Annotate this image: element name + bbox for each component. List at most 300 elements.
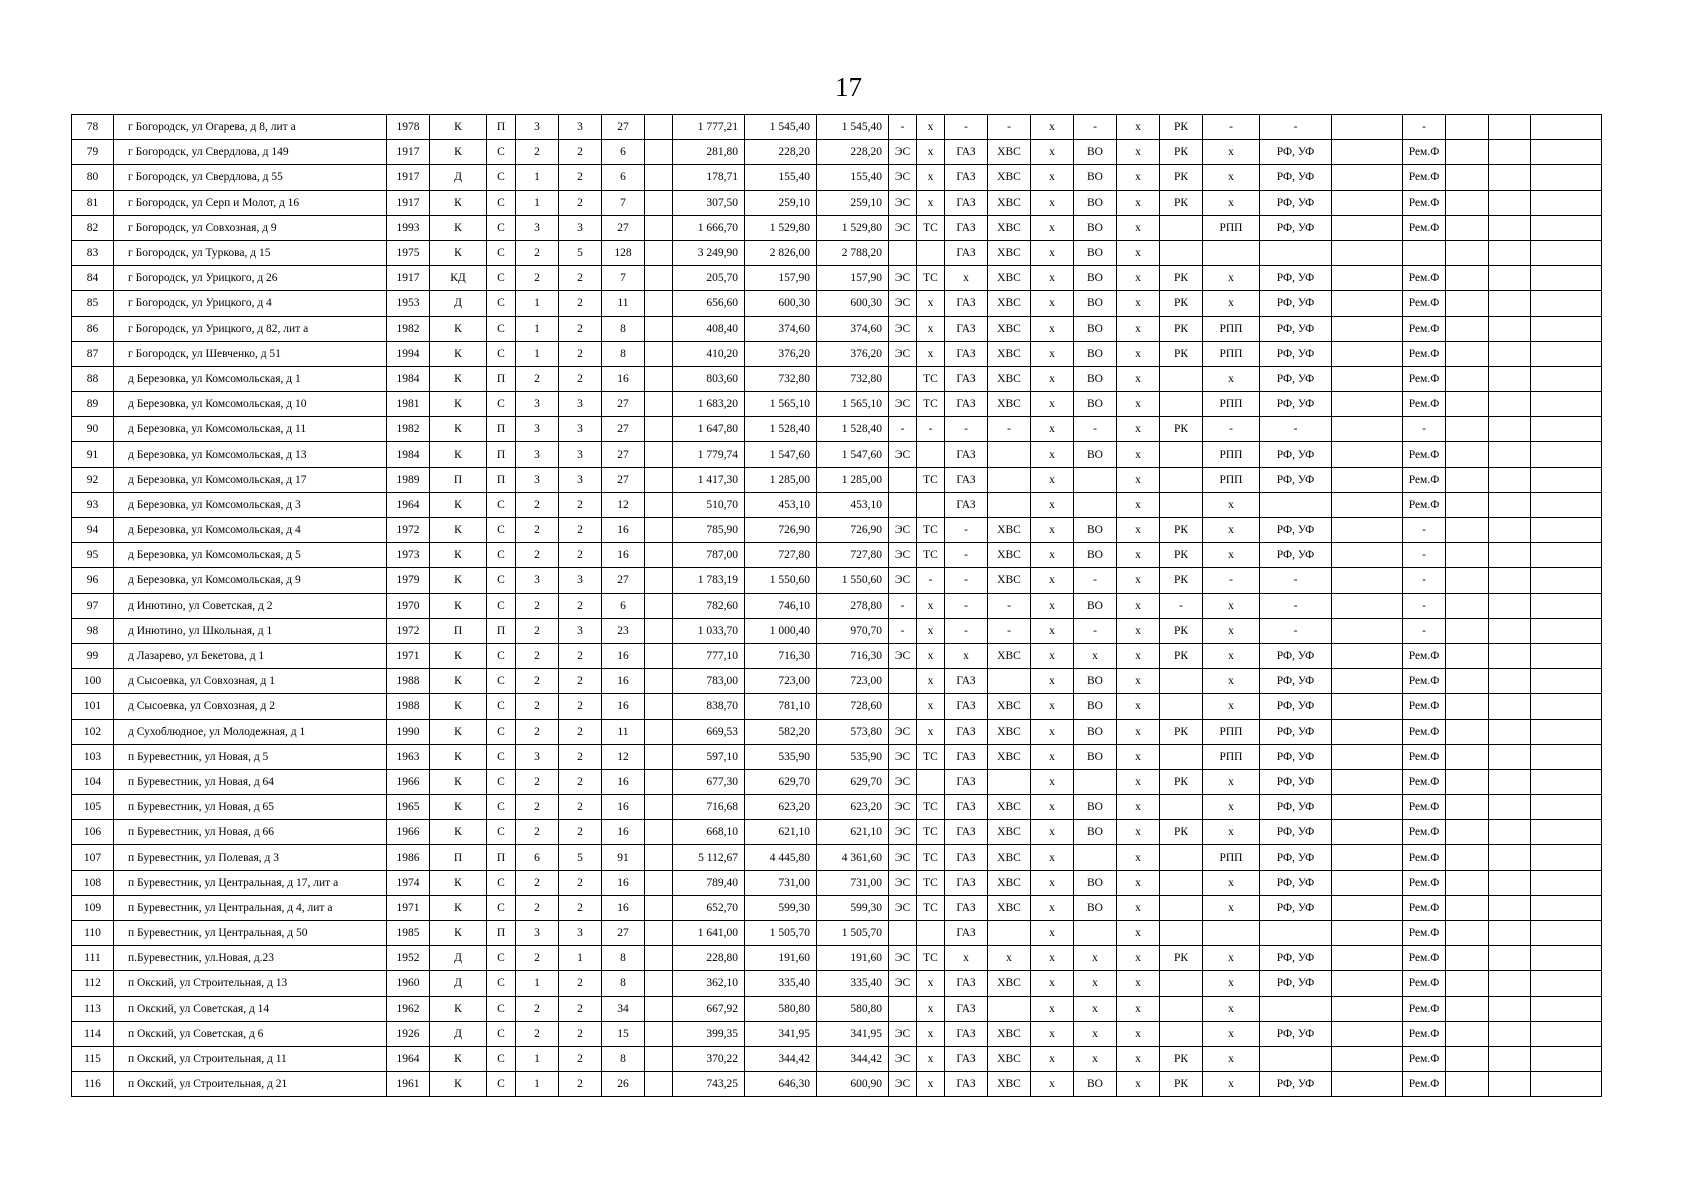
table-cell: С <box>487 568 516 593</box>
table-cell: К <box>430 140 487 165</box>
table-cell: ХВС <box>988 392 1031 417</box>
table-cell: К <box>430 568 487 593</box>
table-cell <box>1489 1072 1531 1097</box>
table-cell: 278,80 <box>817 593 889 618</box>
table-cell <box>1489 1046 1531 1071</box>
table-cell: х <box>1203 870 1260 895</box>
address-cell: г Богородск, ул Серп и Молот, д 16 <box>114 190 387 215</box>
row-number-cell: 96 <box>72 568 114 593</box>
table-cell: х <box>1074 946 1117 971</box>
table-cell: РФ, УФ <box>1260 719 1332 744</box>
table-cell <box>1489 669 1531 694</box>
table-cell <box>1160 744 1203 769</box>
table-cell: 228,20 <box>817 140 889 165</box>
table-cell: РФ, УФ <box>1260 366 1332 391</box>
table-row <box>72 266 1602 291</box>
row-number-cell: 109 <box>72 895 114 920</box>
table-cell: С <box>487 694 516 719</box>
table-cell: П <box>487 366 516 391</box>
table-cell: РПП <box>1203 845 1260 870</box>
table-cell: РФ, УФ <box>1260 467 1332 492</box>
table-cell <box>645 392 673 417</box>
address-cell: п Буревестник, ул Новая, д 66 <box>114 820 387 845</box>
table-cell <box>889 240 917 265</box>
table-cell <box>1446 366 1489 391</box>
table-cell: ГАЗ <box>945 895 988 920</box>
table-cell: х <box>1117 316 1160 341</box>
table-cell: х <box>1203 1072 1260 1097</box>
table-cell: РК <box>1160 543 1203 568</box>
table-cell: - <box>945 417 988 442</box>
table-cell <box>1531 618 1602 643</box>
table-cell: ТС <box>917 795 945 820</box>
table-cell: Рем.Ф <box>1403 694 1446 719</box>
table-cell: Д <box>430 1021 487 1046</box>
table-cell <box>1531 417 1602 442</box>
table-cell <box>645 165 673 190</box>
table-cell: 677,30 <box>673 769 745 794</box>
row-number-cell: 90 <box>72 417 114 442</box>
table-cell: - <box>1260 568 1332 593</box>
table-cell <box>1332 643 1403 668</box>
table-cell: х <box>1031 669 1074 694</box>
table-cell <box>1332 266 1403 291</box>
table-cell <box>645 366 673 391</box>
table-cell <box>1074 845 1117 870</box>
table-cell: 2 <box>516 1021 559 1046</box>
table-cell: 1 <box>516 1046 559 1071</box>
table-cell: ГАЗ <box>945 392 988 417</box>
table-cell <box>1332 719 1403 744</box>
table-cell <box>645 870 673 895</box>
table-cell: К <box>430 744 487 769</box>
table-row <box>72 895 1602 920</box>
table-cell: РФ, УФ <box>1260 291 1332 316</box>
table-cell: 2 <box>559 165 602 190</box>
address-cell: г Богородск, ул Шевченко, д 51 <box>114 341 387 366</box>
table-cell: 1 550,60 <box>745 568 817 593</box>
table-cell <box>645 795 673 820</box>
table-cell <box>1446 593 1489 618</box>
table-cell: 600,30 <box>817 291 889 316</box>
table-cell: х <box>1117 341 1160 366</box>
table-cell: х <box>1203 769 1260 794</box>
table-cell: х <box>1031 442 1074 467</box>
table-row <box>72 1046 1602 1071</box>
table-cell: 599,30 <box>745 895 817 920</box>
table-cell: х <box>1031 1021 1074 1046</box>
table-cell: х <box>1074 643 1117 668</box>
table-cell: - <box>1074 115 1117 140</box>
row-number-cell: 92 <box>72 467 114 492</box>
table-cell: РФ, УФ <box>1260 165 1332 190</box>
table-cell <box>1332 1072 1403 1097</box>
housing-register-table <box>71 114 1602 1097</box>
table-cell: РК <box>1160 341 1203 366</box>
address-cell: д Березовка, ул Комсомольская, д 5 <box>114 543 387 568</box>
table-cell <box>1446 820 1489 845</box>
table-cell: 362,10 <box>673 971 745 996</box>
table-cell <box>1160 996 1203 1021</box>
table-cell: ГАЗ <box>945 870 988 895</box>
table-cell: ВО <box>1074 895 1117 920</box>
table-cell: х <box>1117 1046 1160 1071</box>
table-cell: Рем.Ф <box>1403 366 1446 391</box>
table-cell <box>1332 921 1403 946</box>
table-cell: х <box>1117 946 1160 971</box>
table-cell: х <box>917 669 945 694</box>
table-cell: ТС <box>917 518 945 543</box>
table-cell: ЭС <box>889 971 917 996</box>
table-cell: С <box>487 1021 516 1046</box>
table-cell: ЭС <box>889 769 917 794</box>
table-cell: ХВС <box>988 190 1031 215</box>
table-cell: х <box>1117 921 1160 946</box>
table-cell <box>1489 971 1531 996</box>
table-cell: 1 033,70 <box>673 618 745 643</box>
table-cell: 1926 <box>387 1021 430 1046</box>
address-cell: д Сысоевка, ул Совхозная, д 2 <box>114 694 387 719</box>
table-cell: РПП <box>1203 744 1260 769</box>
table-cell <box>1446 341 1489 366</box>
table-cell <box>1446 669 1489 694</box>
address-cell: п Буревестник, ул Новая, д 5 <box>114 744 387 769</box>
table-cell: х <box>1203 795 1260 820</box>
table-cell: х <box>1117 719 1160 744</box>
table-cell: 191,60 <box>745 946 817 971</box>
table-cell: РК <box>1160 190 1203 215</box>
table-cell: 1972 <box>387 618 430 643</box>
table-cell: 746,10 <box>745 593 817 618</box>
table-cell: 2 <box>559 769 602 794</box>
table-cell: ТС <box>917 895 945 920</box>
table-cell <box>1489 492 1531 517</box>
table-cell <box>645 719 673 744</box>
table-cell: х <box>1031 140 1074 165</box>
table-cell: РК <box>1160 568 1203 593</box>
table-cell <box>1332 568 1403 593</box>
address-cell: д Березовка, ул Комсомольская, д 13 <box>114 442 387 467</box>
table-cell: - <box>988 618 1031 643</box>
table-cell: 16 <box>602 769 645 794</box>
row-number-cell: 95 <box>72 543 114 568</box>
table-cell: Рем.Ф <box>1403 820 1446 845</box>
table-cell: х <box>1031 1046 1074 1071</box>
table-cell: 374,60 <box>745 316 817 341</box>
table-cell: 157,90 <box>817 266 889 291</box>
table-cell: ЭС <box>889 215 917 240</box>
table-cell <box>1531 744 1602 769</box>
table-cell: ВО <box>1074 165 1117 190</box>
address-cell: п Буревестник, ул Центральная, д 17, лит а <box>114 870 387 895</box>
table-cell: ЭС <box>889 190 917 215</box>
table-cell: 1 683,20 <box>673 392 745 417</box>
address-cell: д Березовка, ул Комсомольская, д 11 <box>114 417 387 442</box>
table-cell: 410,20 <box>673 341 745 366</box>
table-row <box>72 543 1602 568</box>
table-cell <box>1531 492 1602 517</box>
table-cell: ВО <box>1074 820 1117 845</box>
table-cell: ГАЗ <box>945 845 988 870</box>
table-cell <box>1531 1021 1602 1046</box>
table-cell <box>1489 921 1531 946</box>
table-cell: 970,70 <box>817 618 889 643</box>
table-cell: С <box>487 870 516 895</box>
table-cell: 2 <box>559 1021 602 1046</box>
table-cell <box>1531 643 1602 668</box>
table-cell <box>1160 870 1203 895</box>
table-cell <box>645 442 673 467</box>
table-cell <box>1531 266 1602 291</box>
table-cell: К <box>430 795 487 820</box>
table-cell: П <box>487 467 516 492</box>
row-number-cell: 98 <box>72 618 114 643</box>
table-cell <box>645 1072 673 1097</box>
row-number-cell: 87 <box>72 341 114 366</box>
table-cell <box>1489 392 1531 417</box>
table-cell: 838,70 <box>673 694 745 719</box>
table-cell: х <box>1031 845 1074 870</box>
table-cell <box>1446 568 1489 593</box>
table-cell <box>1531 946 1602 971</box>
table-cell: - <box>945 618 988 643</box>
table-cell <box>645 895 673 920</box>
table-cell: 728,60 <box>817 694 889 719</box>
table-cell <box>1332 618 1403 643</box>
table-cell <box>1160 392 1203 417</box>
table-cell: ВО <box>1074 543 1117 568</box>
table-cell: х <box>1031 996 1074 1021</box>
table-cell <box>1531 140 1602 165</box>
table-row <box>72 769 1602 794</box>
table-cell: 5 <box>559 240 602 265</box>
table-cell: 2 <box>559 341 602 366</box>
table-cell <box>889 694 917 719</box>
table-cell: 652,70 <box>673 895 745 920</box>
table-cell: С <box>487 492 516 517</box>
table-cell <box>1446 417 1489 442</box>
table-cell: 1 547,60 <box>745 442 817 467</box>
table-cell: 3 <box>516 392 559 417</box>
table-cell: х <box>1031 568 1074 593</box>
table-cell <box>1489 643 1531 668</box>
table-cell: - <box>988 593 1031 618</box>
table-cell: РФ, УФ <box>1260 341 1332 366</box>
table-cell <box>917 492 945 517</box>
table-cell: 1961 <box>387 1072 430 1097</box>
table-cell: 2 <box>559 643 602 668</box>
table-cell: ВО <box>1074 669 1117 694</box>
table-cell <box>1074 921 1117 946</box>
table-cell: 723,00 <box>745 669 817 694</box>
table-cell: х <box>917 694 945 719</box>
table-cell: 12 <box>602 492 645 517</box>
table-cell: ХВС <box>988 568 1031 593</box>
table-cell: х <box>1074 996 1117 1021</box>
table-cell: 8 <box>602 946 645 971</box>
table-cell: 731,00 <box>745 870 817 895</box>
table-cell <box>1531 291 1602 316</box>
table-cell: ХВС <box>988 820 1031 845</box>
table-cell <box>988 769 1031 794</box>
table-cell <box>645 769 673 794</box>
table-cell: х <box>1117 870 1160 895</box>
table-cell: 2 <box>516 593 559 618</box>
table-cell: 597,10 <box>673 744 745 769</box>
row-number-cell: 110 <box>72 921 114 946</box>
table-cell: 580,80 <box>817 996 889 1021</box>
table-cell: 1971 <box>387 895 430 920</box>
table-cell: РК <box>1160 643 1203 668</box>
table-cell: х <box>1031 165 1074 190</box>
table-cell: - <box>945 543 988 568</box>
table-cell <box>1531 467 1602 492</box>
table-cell: ГАЗ <box>945 215 988 240</box>
table-cell <box>1332 946 1403 971</box>
table-cell: 782,60 <box>673 593 745 618</box>
table-cell: С <box>487 291 516 316</box>
table-cell: 1 779,74 <box>673 442 745 467</box>
table-cell: ЭС <box>889 266 917 291</box>
table-cell: 3 <box>516 115 559 140</box>
table-cell <box>1531 820 1602 845</box>
table-cell: К <box>430 417 487 442</box>
table-cell <box>1332 366 1403 391</box>
table-cell: 1986 <box>387 845 430 870</box>
table-cell: Рем.Ф <box>1403 140 1446 165</box>
table-cell: 11 <box>602 291 645 316</box>
table-cell: х <box>917 341 945 366</box>
table-cell: 1971 <box>387 643 430 668</box>
table-cell <box>645 140 673 165</box>
table-cell <box>1332 417 1403 442</box>
table-cell: 743,25 <box>673 1072 745 1097</box>
table-cell: ГАЗ <box>945 240 988 265</box>
table-row <box>72 1072 1602 1097</box>
table-cell: 3 <box>516 568 559 593</box>
table-cell: РК <box>1160 719 1203 744</box>
table-cell <box>1489 870 1531 895</box>
table-cell: 2 <box>516 719 559 744</box>
table-cell: С <box>487 266 516 291</box>
table-cell: ТС <box>917 744 945 769</box>
table-cell: С <box>487 341 516 366</box>
table-cell: ЭС <box>889 820 917 845</box>
table-cell <box>1332 593 1403 618</box>
row-number-cell: 78 <box>72 115 114 140</box>
table-cell: 8 <box>602 316 645 341</box>
row-number-cell: 113 <box>72 996 114 1021</box>
table-cell: ВО <box>1074 291 1117 316</box>
table-cell: ХВС <box>988 165 1031 190</box>
table-cell: - <box>889 115 917 140</box>
table-cell: х <box>1031 895 1074 920</box>
table-cell <box>1531 769 1602 794</box>
table-cell: 3 <box>559 618 602 643</box>
table-cell: С <box>487 769 516 794</box>
table-cell: ХВС <box>988 341 1031 366</box>
table-cell: 1 547,60 <box>817 442 889 467</box>
row-number-cell: 99 <box>72 643 114 668</box>
table-cell: 344,42 <box>745 1046 817 1071</box>
table-cell: 1978 <box>387 115 430 140</box>
table-cell: РК <box>1160 316 1203 341</box>
table-cell: РФ, УФ <box>1260 140 1332 165</box>
table-cell: ХВС <box>988 215 1031 240</box>
table-cell: 1994 <box>387 341 430 366</box>
table-cell: ГАЗ <box>945 669 988 694</box>
table-cell: 16 <box>602 870 645 895</box>
row-number-cell: 103 <box>72 744 114 769</box>
table-cell <box>1531 921 1602 946</box>
table-cell: х <box>1203 190 1260 215</box>
table-cell: ГАЗ <box>945 442 988 467</box>
table-cell: ХВС <box>988 140 1031 165</box>
table-cell: Рем.Ф <box>1403 946 1446 971</box>
table-cell: С <box>487 240 516 265</box>
table-cell <box>645 266 673 291</box>
table-cell: 1 783,19 <box>673 568 745 593</box>
table-cell: 7 <box>602 190 645 215</box>
table-cell: 1 <box>516 316 559 341</box>
table-cell: 1 565,10 <box>817 392 889 417</box>
table-cell: 726,90 <box>817 518 889 543</box>
table-cell: ЭС <box>889 316 917 341</box>
table-cell: 16 <box>602 820 645 845</box>
table-cell: х <box>1117 1072 1160 1097</box>
table-cell: 3 <box>559 392 602 417</box>
table-cell: Рем.Ф <box>1403 392 1446 417</box>
table-cell: 2 <box>559 996 602 1021</box>
table-cell: ВО <box>1074 442 1117 467</box>
table-cell: Рем.Ф <box>1403 795 1446 820</box>
table-cell: х <box>1117 518 1160 543</box>
table-cell: ВО <box>1074 316 1117 341</box>
table-cell: Рем.Ф <box>1403 643 1446 668</box>
table-cell: 3 <box>516 442 559 467</box>
table-cell: РК <box>1160 769 1203 794</box>
table-cell: ГАЗ <box>945 165 988 190</box>
table-cell: С <box>487 971 516 996</box>
table-cell: х <box>1031 694 1074 719</box>
table-cell <box>645 669 673 694</box>
table-cell <box>1446 971 1489 996</box>
table-cell: ВО <box>1074 240 1117 265</box>
table-cell: - <box>1260 593 1332 618</box>
table-cell: 1966 <box>387 769 430 794</box>
table-cell: К <box>430 719 487 744</box>
table-cell: 1964 <box>387 492 430 517</box>
table-cell: ВО <box>1074 518 1117 543</box>
table-cell: С <box>487 543 516 568</box>
table-cell: ХВС <box>988 1021 1031 1046</box>
table-cell <box>1260 921 1332 946</box>
table-cell: х <box>1117 165 1160 190</box>
table-cell: Рем.Ф <box>1403 744 1446 769</box>
table-cell: РПП <box>1203 392 1260 417</box>
table-cell: 374,60 <box>817 316 889 341</box>
table-cell <box>1446 543 1489 568</box>
table-cell <box>1489 845 1531 870</box>
table-cell: 623,20 <box>745 795 817 820</box>
table-row <box>72 1021 1602 1046</box>
table-cell: х <box>1031 769 1074 794</box>
table-cell: 16 <box>602 795 645 820</box>
table-cell: - <box>1403 618 1446 643</box>
table-cell: х <box>1117 392 1160 417</box>
table-cell: ЭС <box>889 744 917 769</box>
table-row <box>72 392 1602 417</box>
